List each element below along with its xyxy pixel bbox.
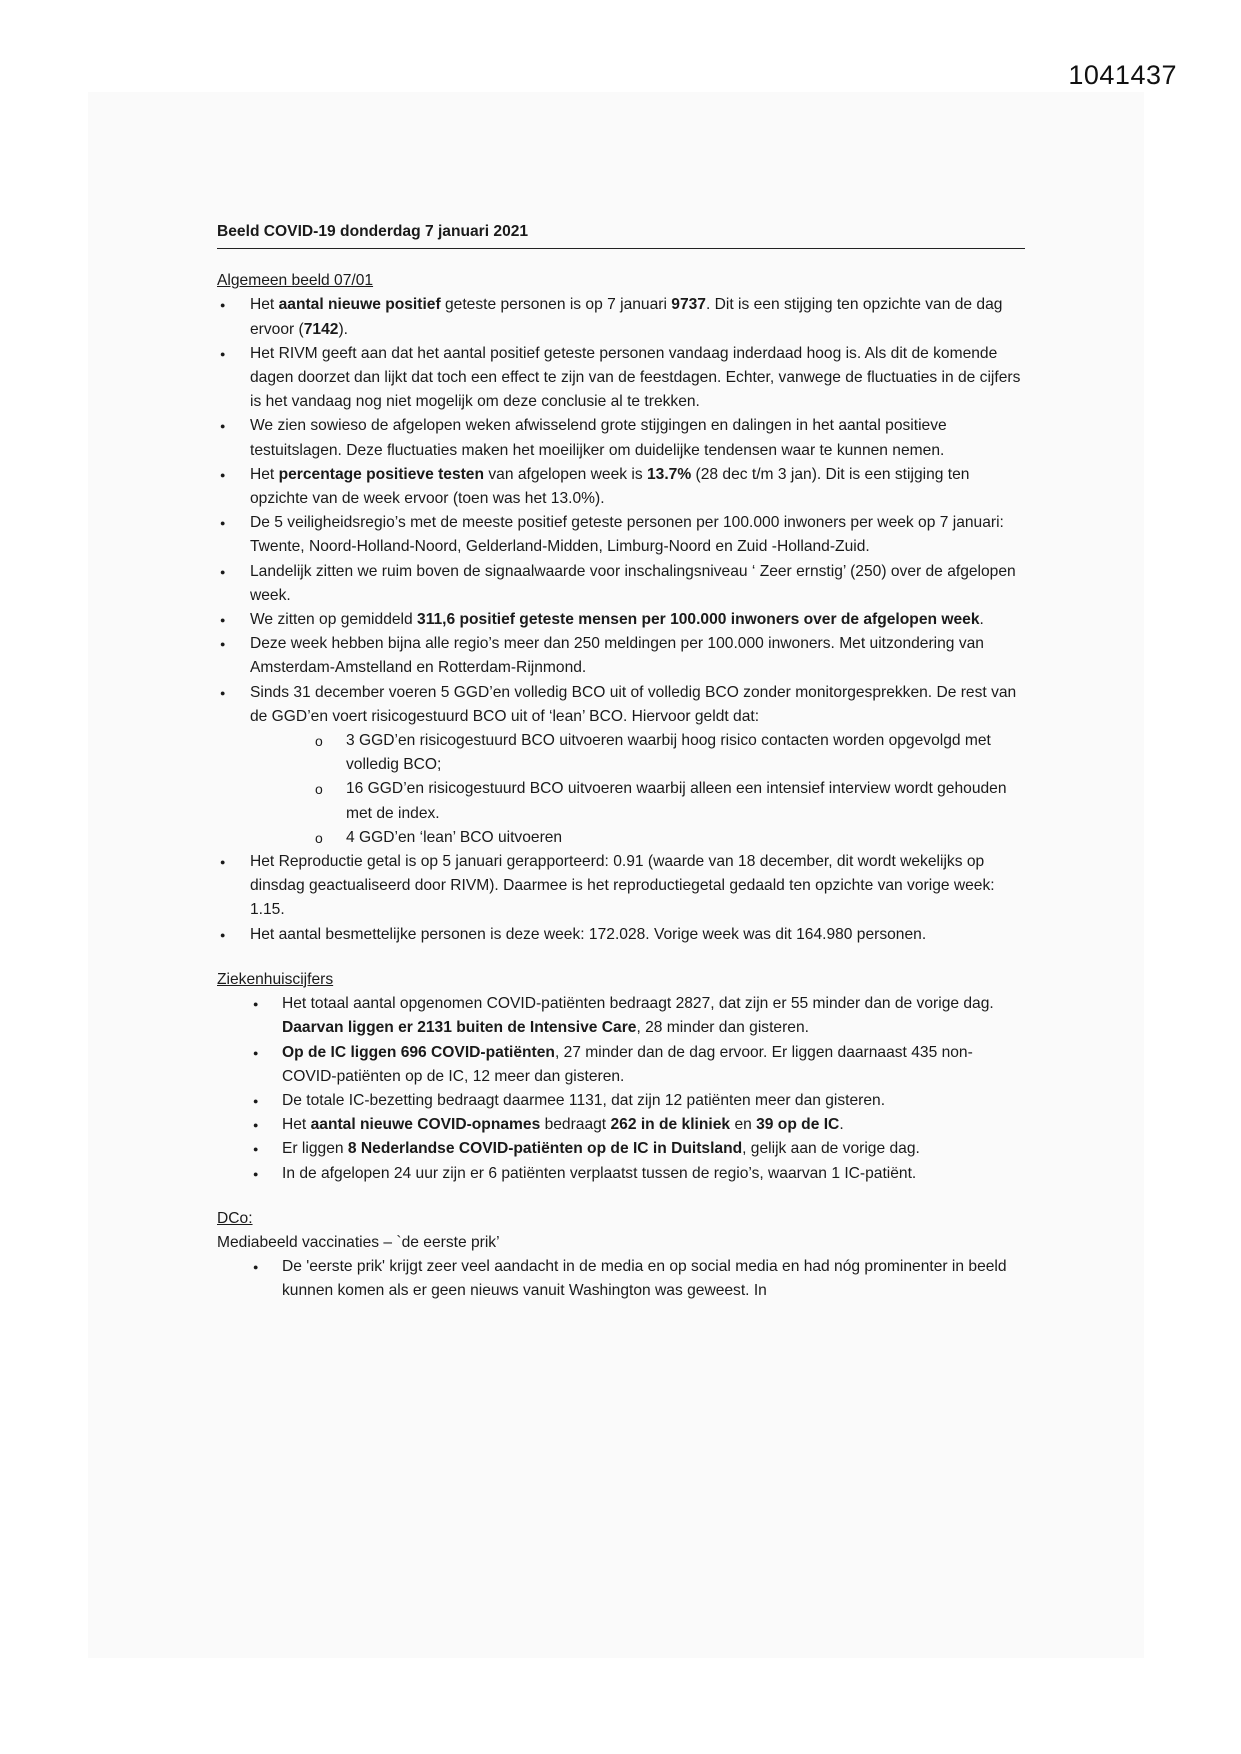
- list-item: ● Het aantal nieuwe COVID-opnames bedraagt 262 in de kliniek en 39 op de IC.: [217, 1113, 1025, 1137]
- document-id: 1041437: [1068, 60, 1177, 90]
- list-item: ● Sinds 31 december voeren 5 GGD’en volledig BCO uit of volledig BCO zonder monitorgesprekken. De rest van de GGD’en voert risicogestuurd BCO uit of ‘lean’ BCO. Hiervoor geldt dat:: [217, 681, 1025, 729]
- page-title: Beeld COVID-19 donderdag 7 januari 2021: [217, 220, 1025, 249]
- section-heading-algemeen: Algemeen beeld 07/01: [217, 272, 374, 290]
- list-item: ● Het aantal nieuwe positief geteste personen is op 7 januari 9737. Dit is een stijging ten opzichte van de dag ervoor (7142).: [217, 293, 1025, 341]
- list-item: ● We zien sowieso de afgelopen weken afwisselend grote stijgingen en dalingen in het aantal positieve testuitslagen. Deze fluctuaties maken het moeilijker om duidelijke tendensen waar te kunnen nemen.: [217, 414, 1025, 462]
- document-body: [217, 220, 1025, 1304]
- ziekenhuis-list: [217, 992, 1025, 1186]
- list-item: ● De 5 veiligheidsregio’s met de meeste positief geteste personen per 100.000 inwoners per week op 7 januari: Twente, Noord-Holland-Noord, Gelderland-Midden, Limburg-Noord en Zuid -Holland-Zuid.: [217, 511, 1025, 559]
- section-subheading-mediabeeld: Mediabeeld vaccinaties – `de eerste prik’: [217, 1233, 500, 1251]
- list-item: ● Op de IC liggen 696 COVID-patiënten, 27 minder dan de dag ervoor. Er liggen daarnaast 435 non-COVID-patiënten op de IC, 12 meer dan gisteren.: [217, 1041, 1025, 1089]
- algemeen-list-continued: [217, 850, 1025, 947]
- list-item: ● De totale IC-bezetting bedraagt daarmee 1131, dat zijn 12 patiënten meer dan gisteren.: [217, 1089, 1025, 1113]
- list-item: ● In de afgelopen 24 uur zijn er 6 patiënten verplaatst tussen de regio’s, waarvan 1 IC-patiënt.: [217, 1162, 1025, 1186]
- list-item: ● Het totaal aantal opgenomen COVID-patiënten bedraagt 2827, dat zijn er 55 minder dan de vorige dag. Daarvan liggen er 2131 buiten de Intensive Care, 28 minder dan gisteren.: [217, 992, 1025, 1040]
- list-item: ● Het aantal besmettelijke personen is deze week: 172.028. Vorige week was dit 164.980 personen.: [217, 923, 1025, 947]
- sub-list-item: o 4 GGD’en ‘lean’ BCO uitvoeren: [217, 826, 1025, 850]
- section-heading-ziekenhuis: Ziekenhuiscijfers: [217, 970, 334, 988]
- section-heading-dco: DCo:: [217, 1209, 253, 1227]
- list-item: ● Het RIVM geeft aan dat het aantal positief geteste personen vandaag inderdaad hoog is. Als dit de komende dagen doorzet dan lijkt dat toch een effect te zijn van de feestdagen. Echter, vanwege de fluctuaties in de cijfers is het vandaag nog niet mogelijk om deze conclusie al te trekken.: [217, 342, 1025, 415]
- list-item: ● We zitten op gemiddeld 311,6 positief geteste mensen per 100.000 inwoners over de afgelopen week.: [217, 608, 1025, 632]
- list-item: ● Er liggen 8 Nederlandse COVID-patiënten op de IC in Duitsland, gelijk aan de vorige dag.: [217, 1137, 1025, 1161]
- list-item: ● Deze week hebben bijna alle regio’s meer dan 250 meldingen per 100.000 inwoners. Met uitzondering van Amsterdam-Amstelland en Rotterdam-Rijnmond.: [217, 632, 1025, 680]
- list-item: ● Het Reproductie getal is op 5 januari gerapporteerd: 0.91 (waarde van 18 december, dit wordt wekelijks op dinsdag geactualiseerd door RIVM). Daarmee is het reproductiegetal gedaald ten opzichte van vorige week: 1.15.: [217, 850, 1025, 923]
- sub-list-item: o 3 GGD’en risicogestuurd BCO uitvoeren waarbij hoog risico contacten worden opgevolgd met volledig BCO;: [217, 729, 1025, 777]
- list-item: ● Landelijk zitten we ruim boven de signaalwaarde voor inschalingsniveau ‘ Zeer ernstig’ (250) over de afgelopen week.: [217, 560, 1025, 608]
- algemeen-list: [217, 293, 1025, 729]
- dco-list: [217, 1255, 1025, 1303]
- sub-list-item: o 16 GGD’en risicogestuurd BCO uitvoeren waarbij alleen een intensief interview wordt gehouden met de index.: [217, 777, 1025, 825]
- list-item: ● De 'eerste prik' krijgt zeer veel aandacht in de media en op social media en had nóg prominenter in beeld kunnen komen als er geen nieuws vanuit Washington was geweest. In: [217, 1255, 1025, 1303]
- bco-sublist: [217, 729, 1025, 850]
- list-item: ● Het percentage positieve testen van afgelopen week is 13.7% (28 dec t/m 3 jan). Dit is een stijging ten opzichte van de week ervoor (toen was het 13.0%).: [217, 463, 1025, 511]
